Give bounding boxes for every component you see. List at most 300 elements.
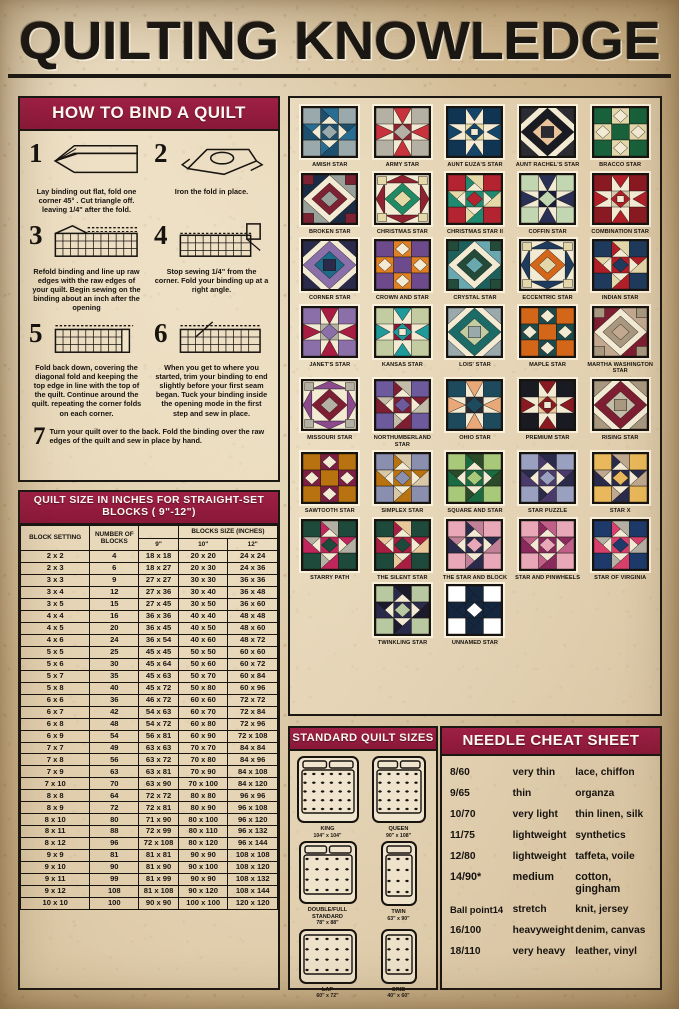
table-cell: 27 x 27 xyxy=(139,574,179,586)
table-cell: 36 x 48 xyxy=(228,586,278,598)
table-cell: 100 xyxy=(90,898,139,910)
table-cell: 9 x 11 xyxy=(21,874,90,886)
bind-step-2 xyxy=(152,137,271,219)
table-cell: 15 xyxy=(90,598,139,610)
quilt-size-table xyxy=(20,525,278,910)
table-cell: 50 x 80 xyxy=(178,682,228,694)
bed-size-grid xyxy=(290,751,436,1005)
table-cell: 80 x 100 xyxy=(178,814,228,826)
step-caption: When you get to where you started, trim your binding to end slightly before your first seam began. Tuck your binding inside the opening mode in the first step and sew in place. xyxy=(155,362,268,418)
table-cell: 30 xyxy=(90,658,139,670)
star-block-swatch xyxy=(446,452,503,504)
star-block-cell[interactable] xyxy=(439,171,511,237)
star-block-cell[interactable] xyxy=(439,450,511,516)
table-cell: 4 xyxy=(90,551,139,563)
iron-diagram-icon xyxy=(171,140,270,185)
table-cell: 24 x 24 xyxy=(228,551,278,563)
table-cell: 7 x 9 xyxy=(21,766,90,778)
table-cell: 40 x 50 xyxy=(178,622,228,634)
bind-step-7 xyxy=(27,422,271,450)
star-block-cell[interactable] xyxy=(584,104,656,170)
star-block-label: STAR PUZZLE xyxy=(527,508,568,515)
table-row xyxy=(21,586,278,598)
table-cell: 35 xyxy=(90,670,139,682)
bed-size-label: LAP xyxy=(321,986,334,993)
table-row xyxy=(21,634,278,646)
star-block-cell[interactable] xyxy=(584,377,656,449)
table-cell: 63 xyxy=(90,766,139,778)
table-cell: 40 x 60 xyxy=(178,634,228,646)
col-12in: 12" xyxy=(228,538,278,551)
quilt-size-table-panel xyxy=(18,490,280,990)
col-10in: 10" xyxy=(178,538,228,551)
bed-size-label: KING xyxy=(320,826,335,832)
step-number: 3 xyxy=(29,219,43,250)
table-cell: 72 x 72 xyxy=(228,694,278,706)
bed-size-cell[interactable] xyxy=(292,929,363,1000)
star-block-cell[interactable] xyxy=(512,517,584,583)
needle-fabric: cotton, gingham xyxy=(575,871,621,896)
star-block-cell[interactable] xyxy=(367,377,439,449)
star-block-swatch xyxy=(519,239,576,291)
table-cell: 3 x 3 xyxy=(21,574,90,586)
table-cell: 60 x 70 xyxy=(178,706,228,718)
bed-size-dimension: 40" x 60" xyxy=(387,993,410,1000)
needle-size: 8/60 xyxy=(450,767,470,779)
table-cell: 108 x 144 xyxy=(228,886,278,898)
table-row xyxy=(21,658,278,670)
table-cell: 90 x 90 xyxy=(139,898,179,910)
star-block-swatch xyxy=(301,452,358,504)
needle-row xyxy=(450,900,652,921)
table-cell: 3 x 5 xyxy=(21,598,90,610)
table-cell: 2 x 2 xyxy=(21,551,90,563)
bed-size-cell[interactable] xyxy=(363,756,434,839)
bind-steps-list xyxy=(20,131,278,454)
star-block-label: SAWTOOTH STAR xyxy=(304,508,355,515)
bed-diagram-icon xyxy=(299,929,357,984)
table-cell: 96 x 132 xyxy=(228,826,278,838)
bind-panel-heading: HOW TO BIND A QUILT xyxy=(20,98,278,131)
table-cell: 30 x 50 xyxy=(178,598,228,610)
table-cell: 5 x 6 xyxy=(21,658,90,670)
table-cell: 48 x 48 xyxy=(228,610,278,622)
star-block-swatch xyxy=(592,106,649,158)
star-block-label: BROKEN STAR xyxy=(308,228,351,235)
table-cell: 20 x 30 xyxy=(178,562,228,574)
table-cell: 7 x 10 xyxy=(21,778,90,790)
table-header-row-group xyxy=(21,526,278,539)
table-cell: 6 x 9 xyxy=(21,730,90,742)
table-cell: 8 x 8 xyxy=(21,790,90,802)
table-cell: 80 x 90 xyxy=(178,802,228,814)
table-cell: 16 xyxy=(90,610,139,622)
star-block-swatch xyxy=(301,173,358,225)
table-cell: 10 x 10 xyxy=(21,898,90,910)
table-cell: 4 x 6 xyxy=(21,634,90,646)
table-cell: 88 xyxy=(90,826,139,838)
star-block-swatch xyxy=(374,584,431,636)
needle-size: 18/110 xyxy=(450,945,481,957)
star-block-swatch xyxy=(592,379,649,431)
table-cell: 18 x 18 xyxy=(139,551,179,563)
bed-size-cell[interactable] xyxy=(363,929,434,1000)
needle-weight: very thin xyxy=(512,767,556,779)
star-block-swatch xyxy=(519,379,576,431)
table-cell: 6 xyxy=(90,562,139,574)
table-cell: 81 xyxy=(90,850,139,862)
star-block-cell[interactable] xyxy=(512,450,584,516)
table-cell: 70 x 80 xyxy=(178,754,228,766)
star-block-label: STAR AND PINWHEELS xyxy=(515,574,581,581)
bed-size-cell[interactable] xyxy=(363,841,434,927)
star-block-swatch xyxy=(446,306,503,358)
needle-fabric: lace, chiffon xyxy=(575,767,635,779)
table-cell: 36 x 60 xyxy=(228,598,278,610)
col-9in: 9" xyxy=(139,538,179,551)
star-block-cell[interactable] xyxy=(584,171,656,237)
bind-step-4 xyxy=(152,219,271,317)
star-block-swatch xyxy=(446,379,503,431)
star-block-cell[interactable] xyxy=(294,377,366,449)
table-row xyxy=(21,682,278,694)
star-block-label: CRYSTAL STAR xyxy=(453,295,497,302)
table-cell: 18 x 27 xyxy=(139,562,179,574)
step-caption: Stop sewing 1/4" from the corner. Fold your binding up at a right angle. xyxy=(154,266,269,295)
table-cell: 8 x 12 xyxy=(21,838,90,850)
star-block-cell[interactable] xyxy=(294,171,366,237)
star-block-label: THE STAR AND BLOCK xyxy=(442,574,508,581)
table-cell: 9 x 10 xyxy=(21,862,90,874)
star-block-label: MISSOURI STAR xyxy=(307,434,353,441)
star-block-swatch xyxy=(374,173,431,225)
size-table-heading: QUILT SIZE IN INCHES FOR STRAIGHT-SET BLOCKS ( 9"-12") xyxy=(20,492,278,525)
table-cell: 72 x 108 xyxy=(139,838,179,850)
star-block-cell[interactable] xyxy=(584,517,656,583)
table-cell: 96 xyxy=(90,838,139,850)
star-block-label: UNNAMED STAR xyxy=(451,640,499,647)
step-caption: Lay binding out flat, fold one corner 45° . Cut triangle off. leaving 1/4" after the fold. xyxy=(36,187,137,215)
table-cell: 36 x 36 xyxy=(139,610,179,622)
star-block-cell[interactable] xyxy=(512,104,584,170)
table-row xyxy=(21,694,278,706)
table-cell: 90 x 100 xyxy=(178,862,228,874)
table-cell: 50 x 50 xyxy=(178,646,228,658)
table-cell: 81 x 99 xyxy=(139,874,179,886)
star-block-swatch xyxy=(374,379,431,431)
star-block-cell[interactable] xyxy=(512,171,584,237)
star-block-cell[interactable] xyxy=(439,304,511,376)
table-cell: 30 x 40 xyxy=(178,586,228,598)
standard-sizes-heading: STANDARD QUILT SIZES xyxy=(290,728,436,751)
star-block-cell[interactable] xyxy=(439,517,511,583)
step-number: 7 xyxy=(33,422,46,450)
star-block-cell[interactable] xyxy=(584,237,656,303)
star-block-label: AUNT RACHEL'S STAR xyxy=(515,162,580,168)
star-block-label: NORTHUMBERLAND STAR xyxy=(373,434,432,448)
table-cell: 56 x 81 xyxy=(139,730,179,742)
star-block-label: INDIAN STAR xyxy=(601,295,639,302)
table-cell: 42 xyxy=(90,706,139,718)
bind-step-3 xyxy=(27,219,146,317)
table-cell: 90 x 90 xyxy=(178,874,228,886)
col-number-of-blocks: NUMBER OF BLOCKS xyxy=(90,526,139,551)
table-cell: 72 x 81 xyxy=(139,802,179,814)
star-block-cell[interactable] xyxy=(439,237,511,303)
table-cell: 8 x 11 xyxy=(21,826,90,838)
table-cell: 5 x 7 xyxy=(21,670,90,682)
table-cell: 6 x 6 xyxy=(21,694,90,706)
table-cell: 80 x 120 xyxy=(178,838,228,850)
star-block-grid xyxy=(294,104,656,582)
bed-size-cell[interactable] xyxy=(292,756,363,839)
table-cell: 63 x 81 xyxy=(139,766,179,778)
star-block-swatch xyxy=(301,379,358,431)
star-block-swatch xyxy=(301,306,358,358)
star-block-label: MARTHA WASHINGTON STAR xyxy=(587,361,654,375)
star-block-swatch xyxy=(446,239,503,291)
table-row xyxy=(21,850,278,862)
needle-weight: very heavy xyxy=(512,945,566,957)
bed-size-label: CRIB xyxy=(391,986,406,993)
star-block-swatch xyxy=(374,519,431,571)
needle-cheat-sheet-panel xyxy=(440,726,662,990)
bed-size-label: TWIN xyxy=(391,909,406,915)
star-block-grid-last-row xyxy=(294,582,656,648)
table-cell: 81 x 81 xyxy=(139,850,179,862)
table-cell: 30 x 30 xyxy=(178,574,228,586)
standard-quilt-sizes-panel xyxy=(288,726,438,1000)
needle-size: 9/65 xyxy=(450,788,470,800)
bed-size-dimension: 60" x 72" xyxy=(316,993,339,1000)
table-cell: 46 x 72 xyxy=(139,694,179,706)
table-row xyxy=(21,670,278,682)
bed-size-label: QUEEN xyxy=(388,826,409,832)
bed-diagram-icon xyxy=(381,929,417,984)
star-block-cell[interactable] xyxy=(439,582,511,648)
table-cell: 72 x 96 xyxy=(228,718,278,730)
table-cell: 108 xyxy=(90,886,139,898)
bind-step-5 xyxy=(27,317,146,422)
table-cell: 60 x 96 xyxy=(228,682,278,694)
bind-step-row xyxy=(27,317,271,422)
table-cell: 8 x 9 xyxy=(21,802,90,814)
table-row xyxy=(21,610,278,622)
table-cell: 48 x 60 xyxy=(228,622,278,634)
bind-step-row xyxy=(27,137,271,219)
needle-fabric: organza xyxy=(575,788,615,800)
table-row xyxy=(21,766,278,778)
star-block-cell[interactable] xyxy=(294,237,366,303)
table-cell: 48 x 72 xyxy=(228,634,278,646)
table-cell: 9 x 12 xyxy=(21,886,90,898)
table-cell: 120 x 120 xyxy=(228,898,278,910)
star-block-cell[interactable] xyxy=(294,304,366,376)
corner-fold-diagram-icon xyxy=(171,222,270,265)
table-cell: 54 x 72 xyxy=(139,718,179,730)
star-block-cell[interactable] xyxy=(294,517,366,583)
star-block-cell[interactable] xyxy=(294,450,366,516)
needle-weight: medium xyxy=(512,871,555,884)
needle-row xyxy=(450,941,652,962)
needle-rows-list xyxy=(442,756,660,966)
needle-size: Ball point14 xyxy=(450,904,504,916)
table-cell: 24 xyxy=(90,634,139,646)
title-divider xyxy=(8,74,671,78)
step-number: 4 xyxy=(154,219,168,250)
table-cell: 40 x 40 xyxy=(178,610,228,622)
star-block-label: THE SILENT STAR xyxy=(377,574,428,581)
star-block-cell[interactable] xyxy=(439,377,511,449)
star-block-cell[interactable] xyxy=(439,104,511,170)
star-block-cell[interactable] xyxy=(367,104,439,170)
star-block-cell[interactable] xyxy=(367,304,439,376)
table-cell: 9 xyxy=(90,574,139,586)
star-block-label: STAR OF VIRGINIA xyxy=(594,574,647,581)
table-cell: 72 x 108 xyxy=(228,730,278,742)
col-group-blocks-size: BLOCKS SIZE (INCHES) xyxy=(178,526,277,539)
table-cell: 84 x 96 xyxy=(228,754,278,766)
table-cell: 72 x 72 xyxy=(139,790,179,802)
bed-size-dimension: 104" x 104" xyxy=(313,832,342,839)
needle-row xyxy=(450,867,652,900)
star-block-swatch xyxy=(592,452,649,504)
table-cell: 90 xyxy=(90,862,139,874)
how-to-bind-panel xyxy=(18,96,280,482)
needle-size: 12/80 xyxy=(450,850,476,862)
star-block-swatch xyxy=(592,306,649,358)
star-block-label: CHRISTMAS STAR xyxy=(376,228,428,235)
needle-fabric: denim, canvas xyxy=(575,924,646,936)
bind-step-6 xyxy=(152,317,271,422)
table-row xyxy=(21,598,278,610)
table-cell: 8 x 10 xyxy=(21,814,90,826)
step-number: 6 xyxy=(154,317,168,348)
star-block-cell[interactable] xyxy=(367,237,439,303)
table-row xyxy=(21,898,278,910)
table-cell: 108 x 120 xyxy=(228,862,278,874)
table-cell: 3 x 4 xyxy=(21,586,90,598)
table-cell: 7 x 8 xyxy=(21,754,90,766)
star-block-cell[interactable] xyxy=(584,304,656,376)
table-cell: 96 x 108 xyxy=(228,802,278,814)
table-row xyxy=(21,802,278,814)
needle-row xyxy=(450,846,652,867)
table-row xyxy=(21,718,278,730)
step-number: 1 xyxy=(29,138,43,168)
bed-size-cell[interactable] xyxy=(292,841,363,927)
needle-fabric: thin linen, silk xyxy=(575,808,644,820)
star-block-swatch xyxy=(374,452,431,504)
table-cell: 45 x 72 xyxy=(139,682,179,694)
needle-fabric: taffeta, voile xyxy=(575,850,635,862)
table-cell: 108 x 108 xyxy=(228,850,278,862)
star-block-swatch xyxy=(519,452,576,504)
star-block-cell[interactable] xyxy=(512,237,584,303)
star-block-cell[interactable] xyxy=(367,450,439,516)
star-block-cell[interactable] xyxy=(367,171,439,237)
needle-weight: thin xyxy=(512,788,532,800)
star-block-swatch xyxy=(374,239,431,291)
star-block-swatch xyxy=(301,239,358,291)
table-cell: 50 x 70 xyxy=(178,670,228,682)
refold-binding-diagram-icon xyxy=(46,222,145,265)
table-cell: 80 x 80 xyxy=(178,790,228,802)
star-block-label: COMBINATION STAR xyxy=(591,228,649,235)
step-caption: Iron the fold in place. xyxy=(174,187,249,196)
table-cell: 63 x 90 xyxy=(139,778,179,790)
table-row xyxy=(21,622,278,634)
table-cell: 27 x 36 xyxy=(139,586,179,598)
table-cell: 36 xyxy=(90,694,139,706)
star-block-swatch xyxy=(374,106,431,158)
binding-fold-diagram-icon xyxy=(46,140,145,185)
star-block-cell[interactable] xyxy=(367,517,439,583)
table-cell: 60 x 72 xyxy=(228,658,278,670)
star-block-label: ARMY STAR xyxy=(385,162,420,168)
page-title: QUILTING KNOWLEDGE xyxy=(18,11,661,71)
table-cell: 54 x 63 xyxy=(139,706,179,718)
star-block-cell[interactable] xyxy=(366,582,438,648)
table-cell: 4 x 5 xyxy=(21,622,90,634)
table-cell: 54 xyxy=(90,730,139,742)
table-cell: 64 xyxy=(90,790,139,802)
star-block-cell[interactable] xyxy=(294,104,366,170)
star-block-label: JANET'S STAR xyxy=(309,361,351,368)
tuck-binding-diagram-icon xyxy=(171,320,270,361)
table-row xyxy=(21,730,278,742)
table-cell: 96 x 144 xyxy=(228,838,278,850)
star-block-swatch xyxy=(446,173,503,225)
star-block-label: SIMPLEX STAR xyxy=(381,508,424,515)
table-cell: 71 x 90 xyxy=(139,814,179,826)
bed-diagram-icon xyxy=(381,841,417,906)
star-block-swatch xyxy=(519,173,576,225)
table-cell: 45 x 64 xyxy=(139,658,179,670)
table-cell: 5 x 8 xyxy=(21,682,90,694)
star-block-label: CHRISTMAS STAR II xyxy=(447,228,503,235)
table-row xyxy=(21,826,278,838)
star-block-cell[interactable] xyxy=(584,450,656,516)
table-cell: 40 xyxy=(90,682,139,694)
needle-weight: heavyweight xyxy=(512,924,574,936)
table-cell: 90 x 90 xyxy=(178,850,228,862)
star-block-cell[interactable] xyxy=(512,304,584,376)
star-block-swatch xyxy=(519,519,576,571)
table-cell: 12 xyxy=(90,586,139,598)
table-cell: 72 x 99 xyxy=(139,826,179,838)
needle-row xyxy=(450,763,652,784)
star-block-swatch xyxy=(446,106,503,158)
star-block-cell[interactable] xyxy=(512,377,584,449)
table-cell: 60 x 80 xyxy=(178,718,228,730)
table-cell: 49 xyxy=(90,742,139,754)
table-cell: 25 xyxy=(90,646,139,658)
table-cell: 36 x 36 xyxy=(228,574,278,586)
table-cell: 70 x 70 xyxy=(178,742,228,754)
star-block-swatch xyxy=(592,173,649,225)
step-caption: Fold back down, covering the diagonal fold and keeping the top edge in line with the top of the quilt. Continue around the quilt. repeating the corner folds on each corner. xyxy=(31,362,142,418)
star-block-swatch xyxy=(301,106,358,158)
star-block-label: SQUARE AND STAR xyxy=(447,508,503,515)
table-cell: 4 x 4 xyxy=(21,610,90,622)
table-cell: 60 x 84 xyxy=(228,670,278,682)
needle-row xyxy=(450,805,652,826)
star-block-label: KANSAS STAR xyxy=(381,361,423,368)
table-cell: 20 x 20 xyxy=(178,551,228,563)
star-block-label: CROWN AND STAR xyxy=(375,295,429,302)
table-row xyxy=(21,562,278,574)
